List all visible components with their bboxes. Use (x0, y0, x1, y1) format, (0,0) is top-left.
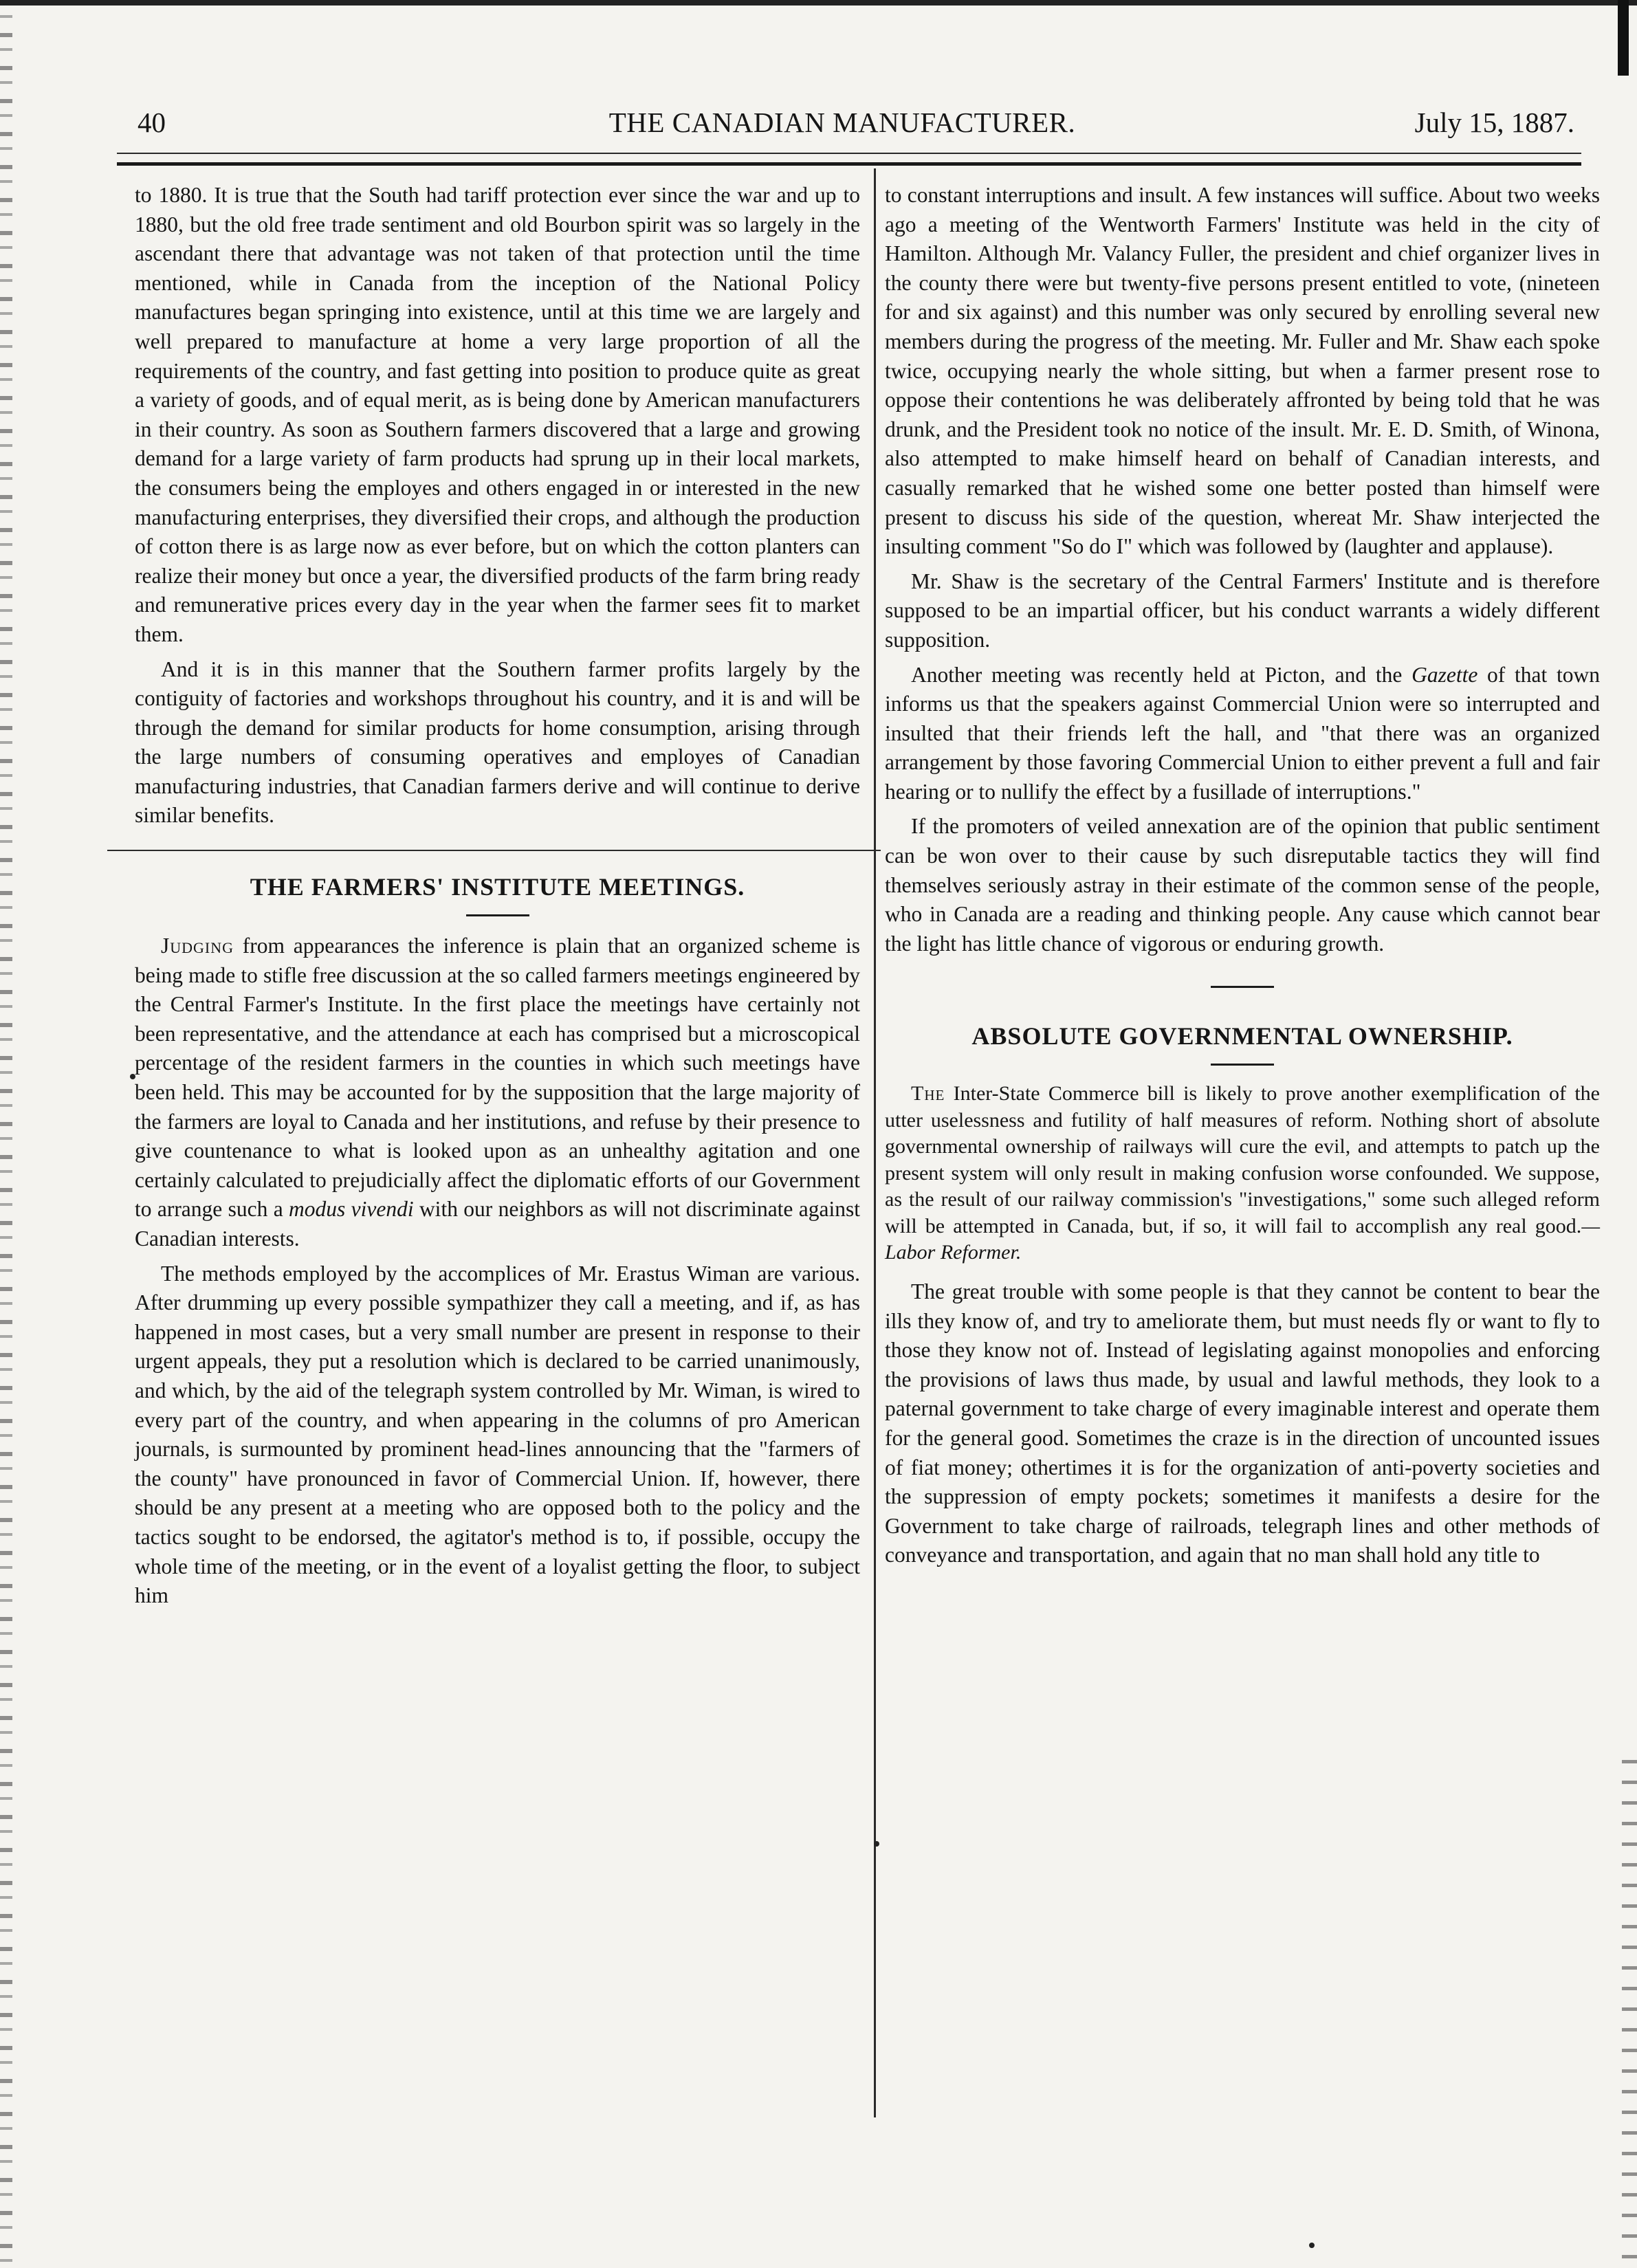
quote-source: —Labor Reformer. (885, 1214, 1600, 1264)
title-underline-rule (1211, 1064, 1274, 1066)
left-paragraph-4: The methods employed by the accomplices of Mr. Erastus Wiman are various. After drumming up every possible sympathizer they call a meeting, and if, as has happened in most cases, but a very small number are present in response to their urgent appeals, they put a resolution which is declared to be carried unanimously, and which, by the aid of the telegraph system controlled by Mr. Wiman, is wired to every part of the country, and when appearing in the columns of pro American journals, is surmounted by prominent head-lines announcing that the "farmers of the county" have pronounced in favor of Commercial Union. If, however, there should be any present at a meeting who are opposed both to the policy and the tactics sought to be endorsed, the agitator's method is to, if possible, occupy the whole time of the meeting, or in the event of a loyalist getting the floor, to subject him (135, 1261, 860, 1608)
right-paragraph-1: to constant interruptions and insult. A few instances will suffice. About two weeks ago a meeting of the Wentworth Farmers' Institute was held in the city of Hamilton. Although Mr. Valancy Fuller, the president and chief organizer lives in the county there were but twenty-five persons present entitled to vote, (nineteen for and six against) and this number was only secured by enrolling several new members during the progress of the meeting. Mr. Fuller and Mr. Shaw each spoke twice, occupying nearly the whole sitting, but when a farmer present rose to oppose their contentions he was deliberately affronted by being told that he was drunk, and the President took no notice of the insult. Mr. E. D. Smith, of Winona, also attempted to make himself heard on behalf of Canadian interests, and casually remarked that he wished some one better posted than himself were present to discuss his side of the question, whereat Mr. Shaw interjected the insulting comment "So do I" which was followed by (laughter and applause). (885, 183, 1600, 559)
header-rule-thin (117, 153, 1581, 154)
italic-gazette: Gazette (1411, 662, 1478, 687)
title-underline-rule (466, 914, 529, 916)
left-paragraph-3: Judging from appearances the inference is plain that an organized scheme is being made to stifle free discussion at the so called farmers meetings engineered by the Central Farmer's Institute. In the first place the meetings have certainly not been representative, and the attendance at each has comprised but a microscopical percentage of the resident farmers in the counties in which such meetings have been held. This may be accounted for by the supposition that the large majority of the farmers are loyal to Canada and her institutions, and refuse by their presence to give countenance to what is looked upon as an unhealthy agitation and one certainly calculated to prejudicially affect the diplomatic efforts of our Government to arrange such a modus vivendi with our neighbors as will not discriminate against Canadian interests. (135, 934, 860, 1251)
right-column (885, 168, 1600, 1570)
italic-modus-vivendi: modus vivendi (289, 1197, 414, 1222)
running-header (103, 102, 1581, 143)
section-separator-rule (107, 830, 881, 851)
section-title-governmental-ownership: ABSOLUTE GOVERNMENTAL OWNERSHIP. (971, 1022, 1513, 1050)
header-rule-thick (117, 162, 1581, 166)
left-column (135, 168, 860, 1611)
right-paragraph-3: Another meeting was recently held at Picton, and the Gazette of that town informs us that the speakers against Commercial Union were so interrupted and insulted that their friends left the hall, and "that there was an organized arrangement by those favoring Commercial Union to either prevent a full and fair hearing or to nullify the effect by a fusillade of interruptions." (885, 662, 1601, 804)
right-paragraph-4: If the promoters of veiled annexation are of the opinion that public sentiment can be won over to their cause by such disreputable tactics they will find themselves seriously astray in their estimate of the common sense of the people, who in Canada are a reading and thinking people. Any cause which cannot bear the light has little chance of vigorous or enduring growth. (885, 814, 1600, 956)
right-paragraph-6: The great trouble with some people is that they cannot be content to bear the ills they know of, and try to ameliorate them, but must needs fly or want to fly to those they know not of. Instead of legislating against monopolies and enforcing the provisions of laws thus made, by usual and lawful methods, they look to a paternal government to take charge of every imaginable interest and operate them for the general good. Sometimes the craze is in the direction of uncounted issues of fiat money; othertimes it is for the organization of anti-poverty societies and the suppression of empty pockets; sometimes it manifests a desire for the Government to take charge of railroads, telegraph lines and other methods of conveyance and transportation, and again that no man shall hold any title to (885, 1279, 1600, 1567)
left-paragraph-2: And it is in this manner that the Southern farmer profits largely by the contiguity of factories and workshops throughout his country, and it is and will be through the demand for similar products for home consumption, arising through the large numbers of consuming operatives and employes of Canadian manufacturing industries, that Canadian farmers derive and will continue to derive similar benefits. (135, 657, 860, 828)
page-edge-marks (1622, 1760, 1637, 2268)
print-speck (1309, 2243, 1315, 2248)
right-paragraph-2: Mr. Shaw is the secretary of the Central Farmers' Institute and is therefore supposed to be an impartial officer, but his conduct warrants a widely different supposition. (885, 569, 1600, 652)
section-separator-short-rule (1211, 986, 1274, 988)
section-title-farmers-institute: THE FARMERS' INSTITUTE MEETINGS. (250, 873, 745, 901)
binding-edge (0, 0, 12, 2268)
lead-in-the: The (911, 1082, 945, 1105)
lead-in-judging: Judging (161, 934, 234, 958)
issue-date: July 15, 1887. (1414, 107, 1574, 138)
scan-corner-mark (1618, 0, 1629, 76)
print-speck (130, 1074, 135, 1079)
column-divider (874, 168, 876, 2117)
scan-top-edge (0, 0, 1637, 5)
print-speck (874, 1841, 879, 1847)
journal-title: THE CANADIAN MANUFACTURER. (608, 107, 1076, 138)
left-paragraph-1: to 1880. It is true that the South had tariff protection ever since the war and up to 1880, but the old free trade sentiment and old Bourbon spirit was so largely in the ascendant there that advantage was not taken of that protection until the time mentioned, while in Canada from the inception of the National Policy manufactures began springing into existence, until at this time we are largely and well prepared to manufacture at home a very large proportion of all the requirements of the country, and fast getting into position to produce quite as great a variety of goods, and of equal merit, as is being done by American manufacturers in their country. As soon as Southern farmers discovered that a large and growing demand for a large variety of farm products had sprung up in their local markets, the consumers being the employes and others engaged in or interested in the new manufacturing enterprises, they diversified their crops, and although the production of cotton there is as large now as ever before, but on which the cotton planters can realize their money but once a year, the diversified products of the farm bring ready and remunerative prices every day in the year when the farmer sees fit to market them. (135, 183, 860, 646)
right-paragraph-5-quote: The Inter-State Commerce bill is likely to prove another exemplification of the utter uselessness and futility of half measures of reform. Nothing short of absolute governmental ownership of railways will cure the evil, and attempts to patch up the present system will only result in making confusion worse confounded. We suppose, as the result of our railway commission's "investigations," some such alleged reform will be attempted in Canada, but, if so, it will fail to accomplish any real good.—Labor Reformer. (885, 1082, 1600, 1264)
page-number: 40 (138, 107, 166, 138)
